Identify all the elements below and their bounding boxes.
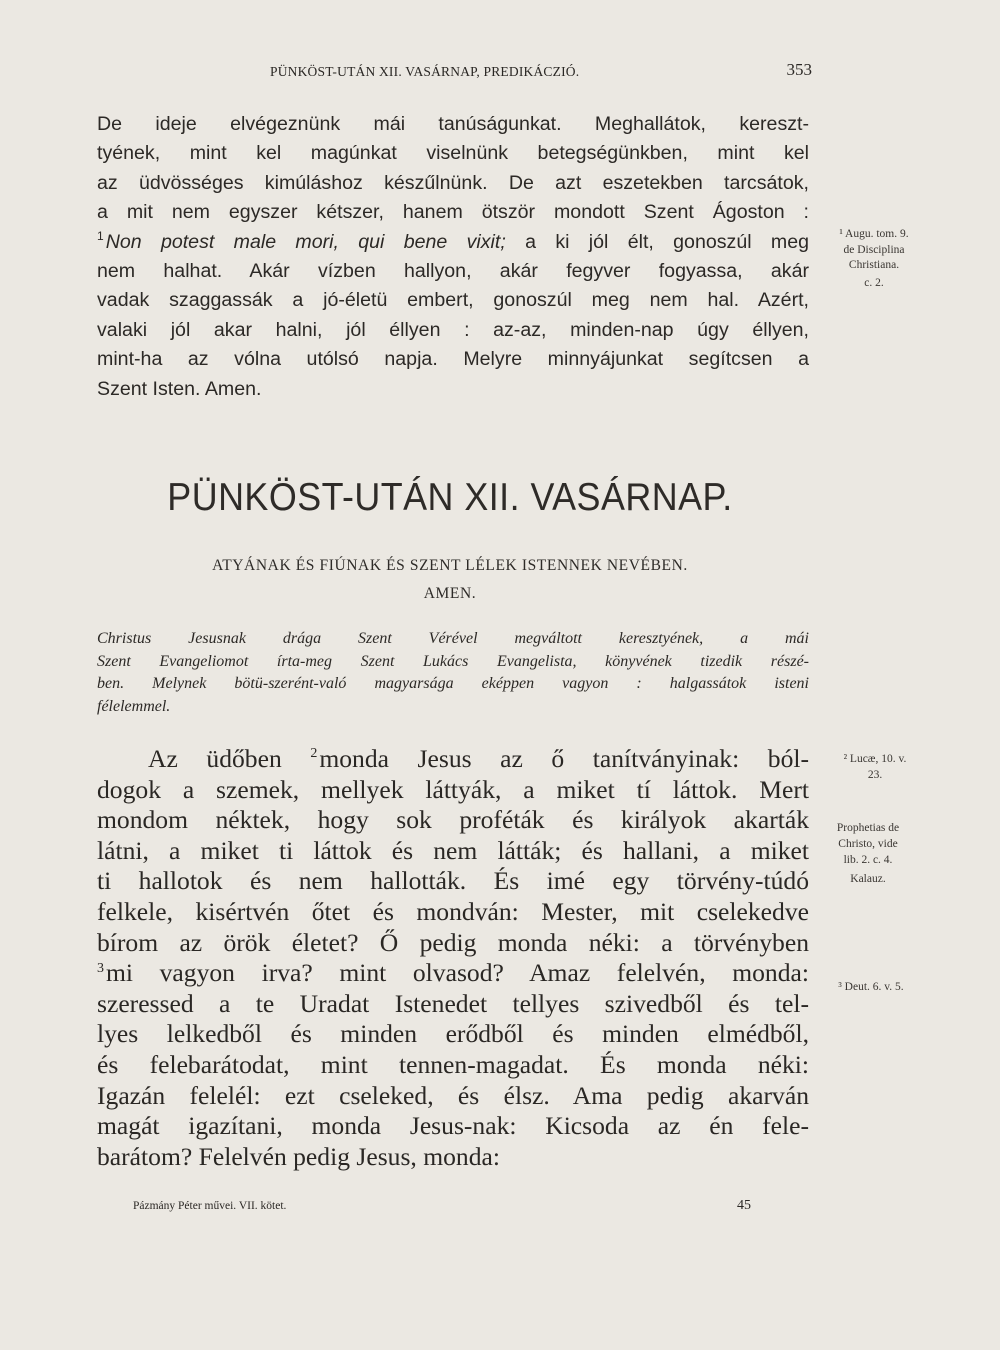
text-line: és felebarátodat, mint tennen-magadat. És monda néki: bbox=[97, 1049, 809, 1079]
closing-paragraph bbox=[97, 110, 809, 404]
margin-note-line: ² Lucæ, 10. v. bbox=[843, 753, 907, 765]
text-line bbox=[97, 744, 809, 775]
text-line: Szent Isten. Amen. bbox=[97, 377, 262, 400]
text-span: monda Jesus az ő tanítványinak: ból- bbox=[319, 744, 809, 773]
text-line bbox=[97, 958, 809, 989]
gospel-text bbox=[97, 744, 809, 1172]
margin-note bbox=[815, 752, 935, 783]
text-line: tyének, mint kel magúnkat viselnünk betegségünkben, mint kel bbox=[97, 142, 809, 165]
invocation-line: ATYÁNAK ÉS FIÚNAK ÉS SZENT LÉLEK ISTENNEK NEVÉBEN. bbox=[212, 557, 688, 574]
text-line: mint-ha az vólna utólsó napja. Melyre minnyájunkat segítcsen a bbox=[97, 348, 809, 371]
footnote-marker: 3 bbox=[97, 960, 104, 976]
margin-note-line: ³ Deut. 6. v. 5. bbox=[838, 981, 904, 993]
text-line: látni, a miket ti láttok és nem látták; és hallani, a miket bbox=[97, 835, 809, 865]
text-line: dogok a szemek, mellyek láttyák, a miket tí láttok. Mert bbox=[97, 774, 809, 804]
latin-quote: Non potest male mori, qui bene vixit; bbox=[105, 230, 506, 253]
text-line: felkele, kisértvén őtet és mondván: Mester, mit cselekedve bbox=[97, 896, 809, 926]
text-line: magát igazítani, monda Jesus-nak: Kicsoda az én fele- bbox=[97, 1111, 809, 1141]
text-span: Az üdőben bbox=[148, 744, 311, 773]
text-line: az üdvösséges kimúláshoz készűlnünk. De azt eszetekben tarcsátok, bbox=[97, 171, 809, 194]
margin-note-line: 23. bbox=[867, 768, 883, 781]
intro-paragraph bbox=[97, 628, 809, 718]
page-number: 353 bbox=[786, 60, 812, 79]
text-span: a ki jól élt, gonoszúl meg bbox=[505, 230, 810, 253]
text-line: ben. Melynek bötü-szerént-való magyarsága eképpen vagyon : halgassátok isteni bbox=[97, 675, 809, 692]
margin-note-line: Kalauz. bbox=[850, 873, 886, 885]
text-line: a mit nem egyszer kétszer, hanem ötször mondott Szent Ágoston : bbox=[97, 201, 809, 224]
margin-note-line: Christo, vide bbox=[838, 838, 898, 850]
text-line bbox=[97, 228, 809, 257]
text-line: Szent Evangeliomot írta-meg Szent Lukács Evangelista, könyvének tizedik részé- bbox=[97, 652, 809, 670]
text-span: mi vagyon irva? mint olvasod? Amaz felelvén, monda: bbox=[106, 958, 809, 988]
text-line: szeressed a te Uradat Istenedet tellyes szivedből és tel- bbox=[97, 988, 809, 1018]
text-line: De ideje elvégeznünk mái tanúságunkat. Meghallátok, kereszt- bbox=[97, 113, 809, 135]
text-line: ti hallotok és nem hallották. És imé egy törvény-túdó bbox=[97, 866, 809, 896]
text-line: valaki jól akar halni, jól éllyen : az-az, minden-nap úgy éllyen, bbox=[97, 318, 809, 341]
text-line: lyes lelkedből és minden erődből és minden elmédből, bbox=[97, 1019, 809, 1049]
section-title: PÜNKÖST-UTÁN XII. VASÁRNAP. bbox=[167, 476, 733, 519]
footnote-marker: 1 bbox=[97, 229, 104, 244]
margin-note-line: Prophetias de bbox=[836, 822, 900, 834]
text-line: mondom néktek, hogy sok proféták és királyok akarták bbox=[97, 805, 809, 835]
text-line: félelemmel. bbox=[97, 697, 171, 715]
margin-note-line: Christiana. bbox=[848, 259, 900, 271]
margin-note-line: c. 2. bbox=[864, 276, 884, 289]
footer-imprint: Pázmány Péter művei. VII. kötet. bbox=[133, 1200, 287, 1212]
signature-mark: 45 bbox=[737, 1198, 751, 1213]
text-line: barátom? Felelvén pedig Jesus, monda: bbox=[97, 1141, 501, 1171]
margin-note bbox=[812, 820, 924, 887]
margin-note bbox=[812, 980, 930, 996]
text-line: Christus Jesusnak drága Szent Vérével megváltott keresztyének, a mái bbox=[97, 630, 809, 647]
footnote-marker: 2 bbox=[310, 746, 318, 762]
invocation-amen: AMEN. bbox=[423, 585, 477, 602]
text-line: nem halhat. Akár vízben hallyon, akár fegyver fogyassa, akár bbox=[97, 260, 809, 283]
text-line: Igazán felelél: ezt cseleked, és élsz. Ama pedig akarván bbox=[97, 1080, 809, 1110]
margin-note-line: lib. 2. c. 4. bbox=[843, 854, 893, 866]
text-line: vadak szaggassák a jó-életü embert, gonoszúl meg nem hal. Azért, bbox=[97, 289, 809, 312]
text-line: bírom az örök életet? Ő pedig monda néki: a törvényben bbox=[97, 927, 809, 957]
margin-note-line: ¹ Augu. tom. 9. bbox=[839, 228, 909, 240]
running-head: PÜNKÖST-UTÁN XII. VASÁRNAP, PREDIKÁCZIÓ. bbox=[270, 64, 580, 79]
margin-note bbox=[818, 227, 930, 291]
margin-note-line: de Disciplina bbox=[843, 243, 905, 256]
